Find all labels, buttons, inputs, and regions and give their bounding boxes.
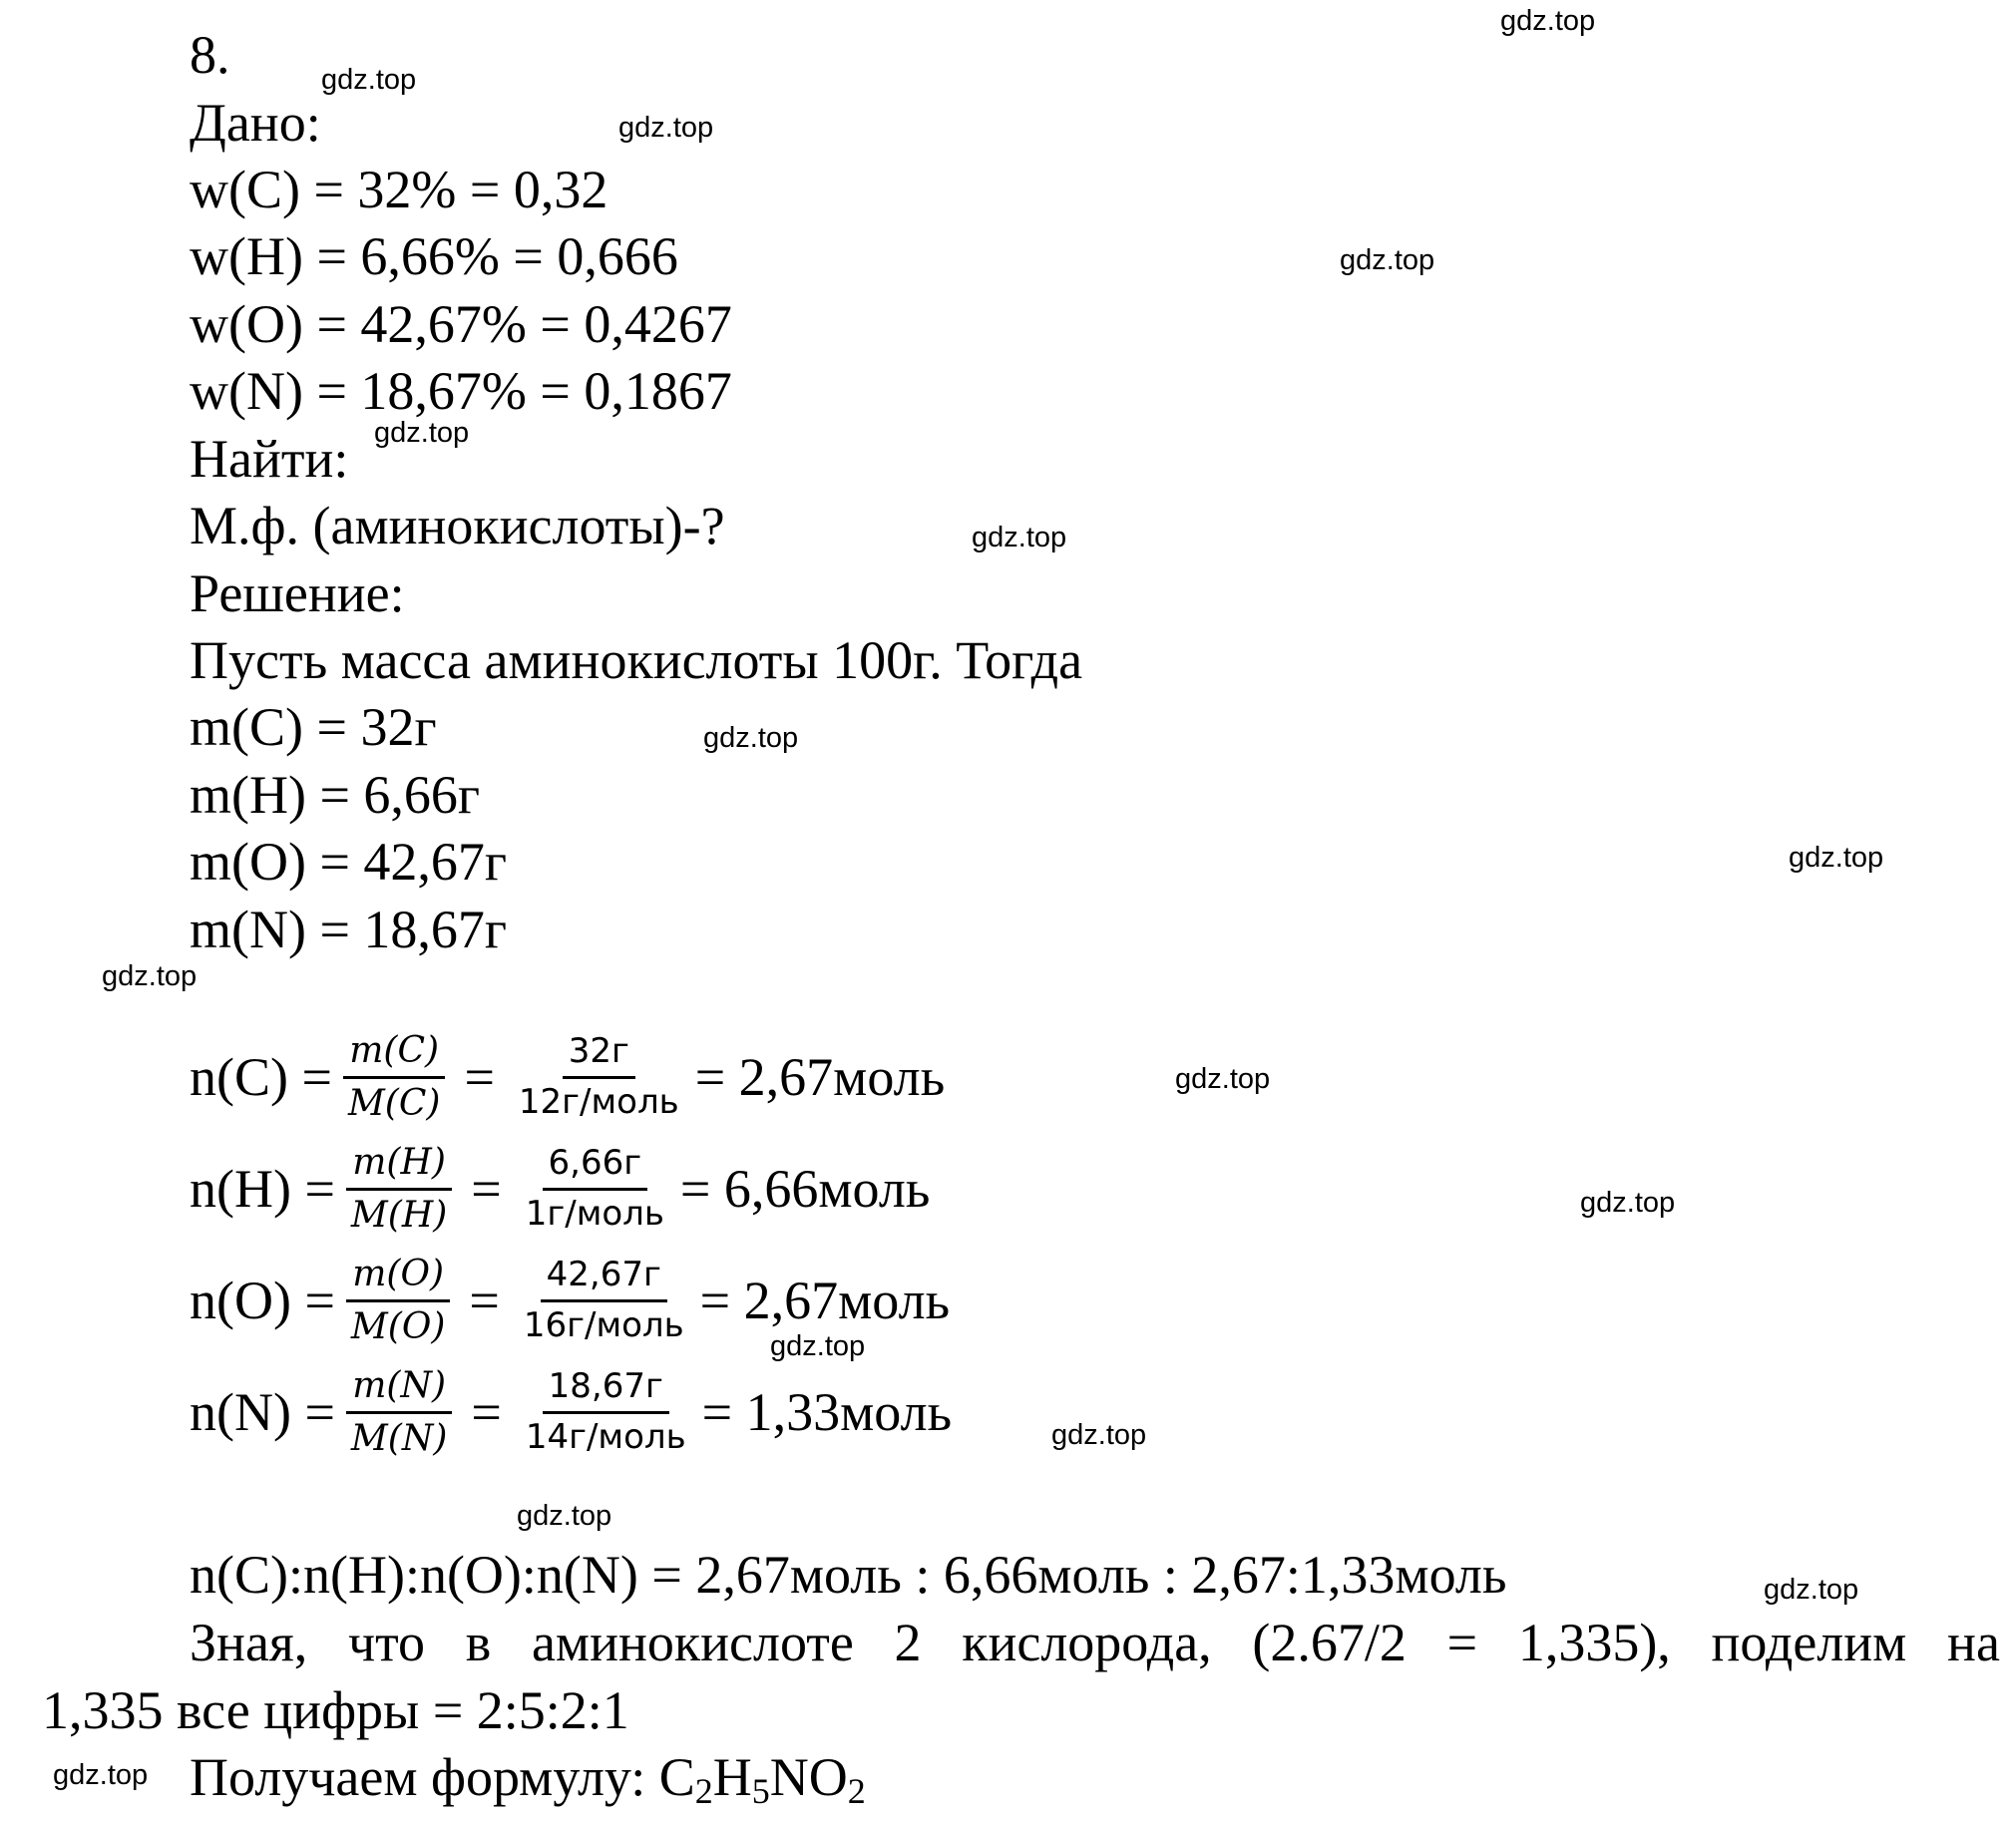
equals-sign: = (464, 1047, 495, 1107)
assumption-text: Пусть масса аминокислоты 100г. Тогда (190, 630, 1083, 690)
watermark: gdz.top (53, 1759, 149, 1791)
mass-line: m(C) = 32г (190, 697, 437, 757)
find-label: Найти: (190, 429, 349, 489)
watermark: gdz.top (374, 417, 470, 449)
watermark: gdz.top (517, 1500, 612, 1532)
fraction-numerator: m(N) (346, 1367, 452, 1414)
watermark: gdz.top (1764, 1574, 1859, 1606)
explanation-word: аминокислоте (531, 1613, 854, 1672)
result-label: Получаем формулу: (190, 1747, 659, 1807)
explanation-word: = (1446, 1613, 1478, 1672)
explanation-word: на (1947, 1613, 2000, 1672)
fraction-denominator: 12г/моль (518, 1081, 679, 1122)
moles-lhs: n(C) = (190, 1047, 332, 1107)
find-text: М.ф. (аминокислоты)-? (190, 496, 725, 555)
watermark: gdz.top (703, 722, 799, 754)
watermark: gdz.top (618, 112, 714, 144)
fraction-denominator: M(O) (350, 1305, 446, 1347)
fraction-denominator: 16г/моль (523, 1304, 684, 1345)
moles-lhs: n(H) = (190, 1159, 335, 1219)
given-line: w(N) = 18,67% = 0,1867 (190, 361, 732, 421)
moles-result: = 2,67моль (699, 1271, 951, 1330)
watermark: gdz.top (1500, 5, 1596, 37)
symbolic-fraction (345, 1253, 451, 1347)
moles-result: = 2,67моль (694, 1047, 946, 1107)
ratio-line: n(C):n(H):n(O):n(N) = 2,67моль : 6,66моль : 2,67:1,33моль (190, 1545, 1507, 1605)
fraction-numerator: m(C) (343, 1032, 445, 1079)
moles-lhs: n(N) = (190, 1382, 335, 1442)
watermark: gdz.top (321, 64, 417, 96)
fraction-denominator: 14г/моль (525, 1416, 686, 1457)
explanation-word: что (347, 1613, 426, 1672)
fraction-denominator: M(N) (350, 1417, 448, 1459)
explanation-word: 1,335), (1517, 1613, 1671, 1672)
formula: $C_2H_5NO_2$ (658, 1747, 866, 1811)
given-line: w(O) = 42,67% = 0,4267 (190, 294, 732, 354)
fraction-numerator: m(H) (346, 1144, 452, 1191)
watermark: gdz.top (1580, 1187, 1676, 1219)
explanation-continuation: 1,335 все цифры = 2:5:2:1 (42, 1680, 629, 1740)
explanation-word: (2.67/2 (1252, 1613, 1407, 1672)
watermark: gdz.top (1340, 244, 1435, 276)
value-fraction (520, 1142, 670, 1234)
value-fraction (520, 1365, 692, 1457)
watermark: gdz.top (1789, 842, 1884, 874)
given-line: w(C) = 32% = 0,32 (190, 160, 608, 219)
fraction-numerator: 6,66г (543, 1146, 648, 1191)
moles-lhs: n(O) = (190, 1271, 335, 1330)
symbolic-fraction (342, 1029, 447, 1124)
watermark: gdz.top (972, 522, 1067, 553)
fraction-denominator: M(H) (350, 1194, 448, 1236)
fraction-numerator: m(O) (346, 1256, 450, 1302)
explanation-word: в (465, 1613, 492, 1672)
equals-sign: = (471, 1382, 502, 1442)
fraction-denominator: 1г/моль (525, 1193, 664, 1234)
explanation-word: Зная, (190, 1613, 308, 1672)
mass-line: m(O) = 42,67г (190, 832, 508, 892)
fraction-denominator: M(C) (347, 1082, 441, 1124)
symbolic-fraction (345, 1364, 453, 1459)
given-label: Дано: (190, 93, 321, 153)
symbolic-fraction (345, 1141, 453, 1236)
watermark: gdz.top (770, 1330, 866, 1362)
moles-result: = 1,33моль (701, 1382, 953, 1442)
solution-label: Решение: (190, 563, 405, 623)
equals-sign: = (471, 1159, 502, 1219)
given-line: w(H) = 6,66% = 0,666 (190, 226, 678, 286)
moles-equation (190, 1017, 945, 1137)
moles-result: = 6,66моль (679, 1159, 931, 1219)
fraction-numerator: 32г (563, 1034, 635, 1079)
watermark: gdz.top (102, 960, 198, 992)
moles-equation (190, 1129, 930, 1249)
explanation-word: кислорода, (962, 1613, 1212, 1672)
explanation-line (190, 1613, 2000, 1672)
equals-sign: = (469, 1271, 500, 1330)
mass-line: m(N) = 18,67г (190, 900, 508, 959)
watermark: gdz.top (1051, 1419, 1147, 1451)
explanation-word: поделим (1711, 1613, 1907, 1672)
mass-line: m(H) = 6,66г (190, 765, 481, 825)
fraction-numerator: 18,67г (543, 1369, 669, 1414)
value-fraction (518, 1254, 690, 1345)
watermark: gdz.top (1175, 1063, 1271, 1095)
value-fraction (513, 1030, 685, 1122)
fraction-numerator: 42,67г (541, 1258, 667, 1302)
moles-equation (190, 1352, 952, 1472)
task-number: 8. (190, 25, 230, 85)
explanation-word: 2 (894, 1613, 922, 1672)
result-line (190, 1747, 866, 1811)
